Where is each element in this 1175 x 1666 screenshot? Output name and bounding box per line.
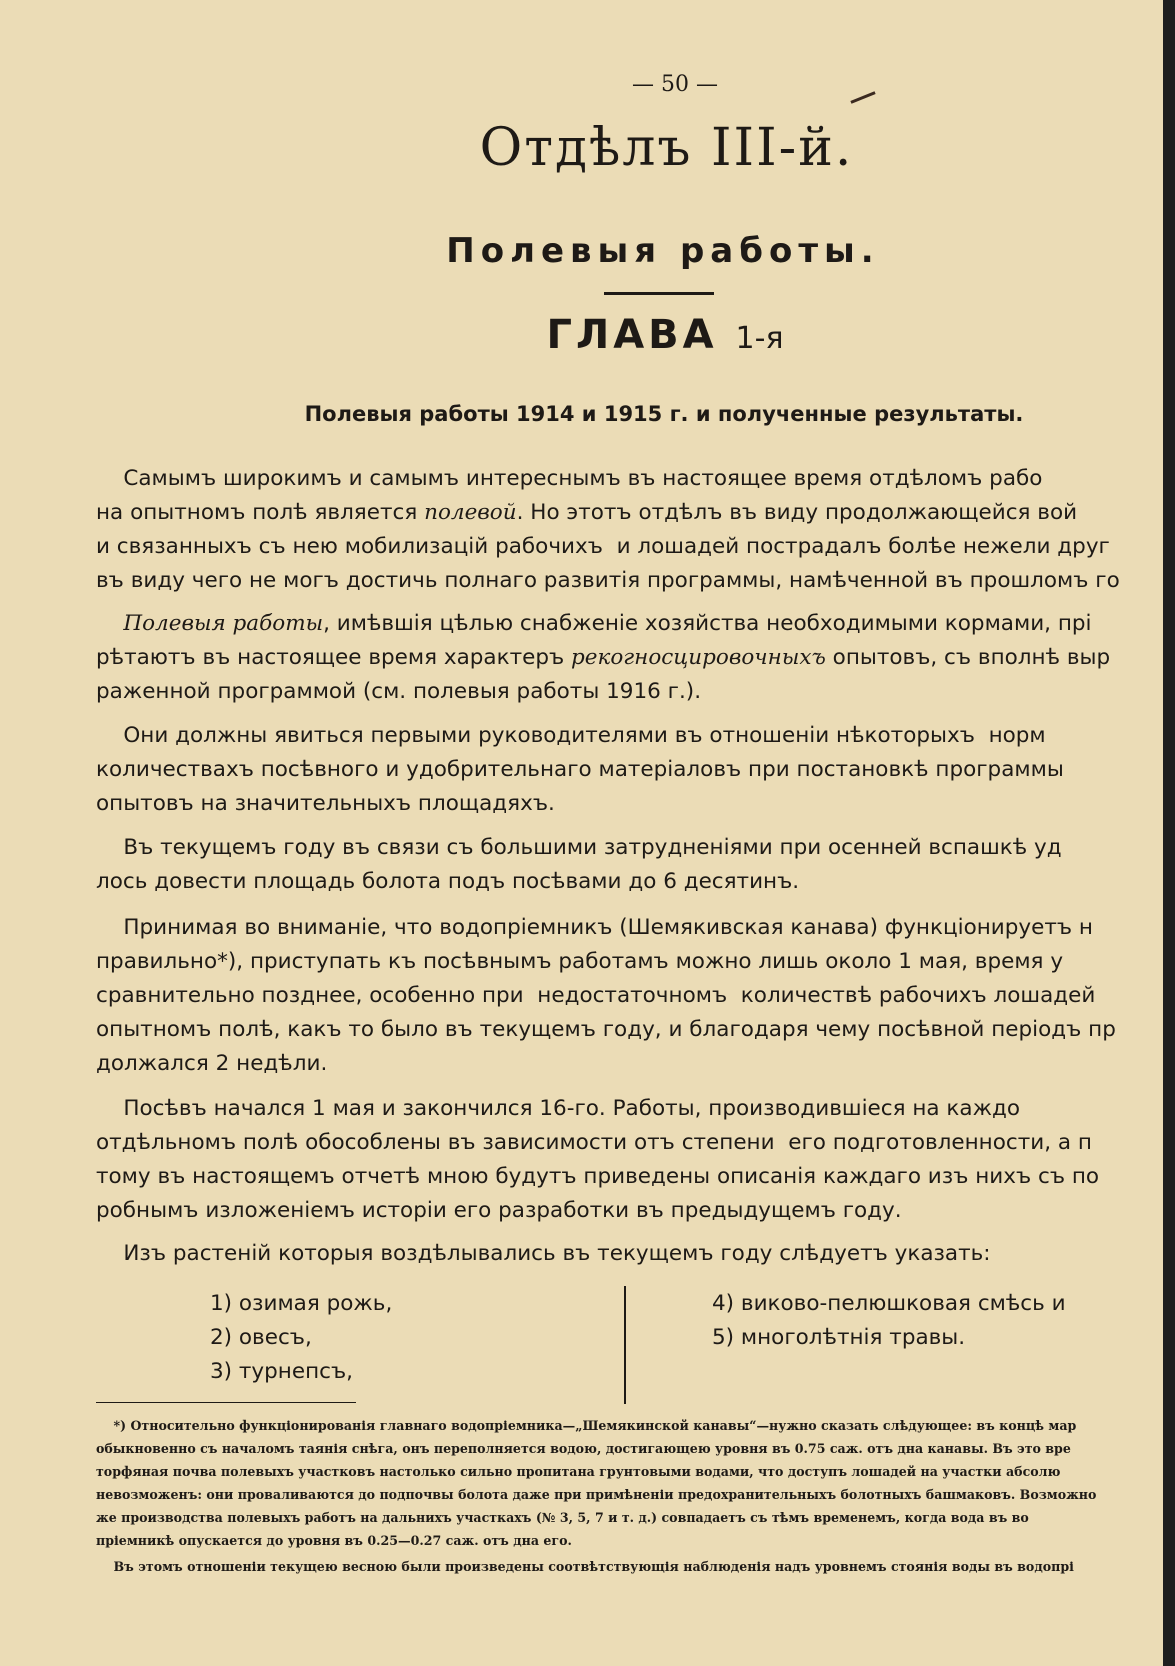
crop-list-item: 4) виково-пелюшковая смѣсь и	[712, 1291, 1066, 1316]
paragraph-line	[96, 496, 1163, 530]
paragraph-line: отдѣльномъ полѣ обособлены въ зависимости отъ степени его подготовленности, а п	[96, 1130, 1092, 1155]
chapter-number: 1-я	[735, 321, 784, 356]
crop-list-item: 3) турнепсъ,	[210, 1359, 353, 1384]
footnote-divider	[96, 1402, 356, 1403]
paragraph-line: раженной программой (см. полевыя работы 1916 г.).	[96, 679, 702, 704]
page-edge	[1163, 0, 1175, 1666]
italic-term: Полевыя работы	[123, 611, 324, 636]
footnote-line: обыкновенно съ началомъ таянія снѣга, онъ переполняется водою, достигающею уровня въ 0.75 саж. отъ дна канавы. Въ это вре	[96, 1441, 1071, 1456]
crop-list-item: 1) озимая рожь,	[210, 1291, 393, 1316]
paragraph-text: на опытномъ полѣ является	[96, 500, 425, 525]
paragraph-line: Самымъ широкимъ и самымъ интереснымъ въ настоящее время отдѣломъ рабо	[96, 466, 1043, 491]
paragraph-line	[96, 641, 1163, 675]
footnote-line: *) Относительно функціонированія главнаго водопріемника—„Шемякинской канавы“—нужно сказать слѣдующее: въ концѣ мар	[96, 1418, 1077, 1433]
paragraph-line: количествахъ посѣвного и удобрительнаго матеріаловъ при постановкѣ программы	[96, 757, 1064, 782]
paragraph-line: опытовъ на значительныхъ площадяхъ.	[96, 791, 555, 816]
paragraph-line: Они должны явиться первыми руководителями въ отношеніи нѣкоторыхъ норм	[96, 723, 1046, 748]
paragraph-line: Изъ растеній которыя воздѣлывались въ текущемъ году слѣдуетъ указать:	[96, 1241, 991, 1266]
footnote-line: невозможенъ: они проваливаются до подпочвы болота даже при примѣненіи предохранительныхъ болотныхъ башмаковъ. Возможно	[96, 1487, 1097, 1502]
page-number: — 50 —	[632, 72, 718, 97]
title-divider	[604, 292, 714, 295]
crop-list-item: 2) овесъ,	[210, 1325, 312, 1350]
paragraph-line: тому въ настоящемъ отчетѣ мною будутъ приведены описанія каждаго изъ нихъ съ по	[96, 1164, 1100, 1189]
italic-term: рекогносцировочныхъ	[571, 645, 826, 670]
paragraph-line: лось довести площадь болота подъ посѣвами до 6 десятинъ.	[96, 869, 800, 894]
list-divider	[624, 1286, 626, 1404]
chapter-word: ГЛАВА	[546, 312, 718, 358]
crop-list-item: 5) многолѣтнія травы.	[712, 1325, 966, 1350]
paragraph-line: въ виду чего не могъ достичь полнаго развитія программы, намѣченной въ прошломъ го	[96, 568, 1120, 593]
paragraph-line	[96, 607, 1163, 641]
chapter-title	[0, 312, 1163, 358]
italic-term: полевой	[424, 500, 517, 525]
paragraph-line: и связанныхъ съ нею мобилизацій рабочихъ и лошадей пострадалъ болѣе нежели друг	[96, 534, 1110, 559]
footnote-line: пріемникѣ опускается до уровня въ 0.25—0.27 саж. отъ дна его.	[96, 1533, 572, 1548]
paragraph-line: должался 2 недѣли.	[96, 1051, 328, 1076]
part-title: Полевыя работы.	[446, 231, 880, 271]
paragraph-line: робнымъ изложеніемъ исторіи его разработки въ предыдущемъ году.	[96, 1198, 902, 1223]
footnote-line: Въ этомъ отношеніи текущею весною были произведены соотвѣтствующія наблюденія надъ уровнемъ стоянія воды въ водопрі	[96, 1559, 1074, 1574]
paragraph-line: Принимая во вниманіе, что водопріемникъ (Шемякивская канава) функціонируетъ н	[96, 915, 1093, 940]
chapter-subtitle: Полевыя работы 1914 и 1915 г. и полученные результаты.	[304, 402, 1024, 426]
paragraph-line: Посѣвъ начался 1 мая и закончился 16-го. Работы, производившіеся на каждо	[96, 1096, 1020, 1121]
paragraph-line: сравнительно позднее, особенно при недостаточномъ количествѣ рабочихъ лошадей	[96, 983, 1096, 1008]
paragraph-text: , имѣвшія цѣлью снабженіе хозяйства необходимыми кормами, прі	[323, 611, 1092, 636]
paragraph-text: опытовъ, съ вполнѣ выр	[825, 645, 1111, 670]
section-title: Отдѣлъ III-й.	[479, 118, 854, 178]
paragraph-text: рѣтаютъ въ настоящее время характеръ	[96, 645, 572, 670]
footnote-line: же производства полевыхъ работъ на дальнихъ участкахъ (№ 3, 5, 7 и т. д.) совпадаетъ съ тѣмъ временемъ, когда вода въ во	[96, 1510, 1029, 1525]
paragraph-line: Въ текущемъ году въ связи съ большими затрудненіями при осенней вспашкѣ уд	[96, 835, 1062, 860]
paragraph-line: правильно*), приступать къ посѣвнымъ работамъ можно лишь около 1 мая, время у	[96, 949, 1064, 974]
paragraph-text: . Но этотъ отдѣлъ въ виду продолжающейся вой	[516, 500, 1078, 525]
paragraph-line: опытномъ полѣ, какъ то было въ текущемъ году, и благодаря чему посѣвной періодъ пр	[96, 1017, 1116, 1042]
footnote-line: торфяная почва полевыхъ участковъ настолько сильно пропитана грунтовыми водами, что доступъ лошадей на участки абсолю	[96, 1464, 1061, 1479]
